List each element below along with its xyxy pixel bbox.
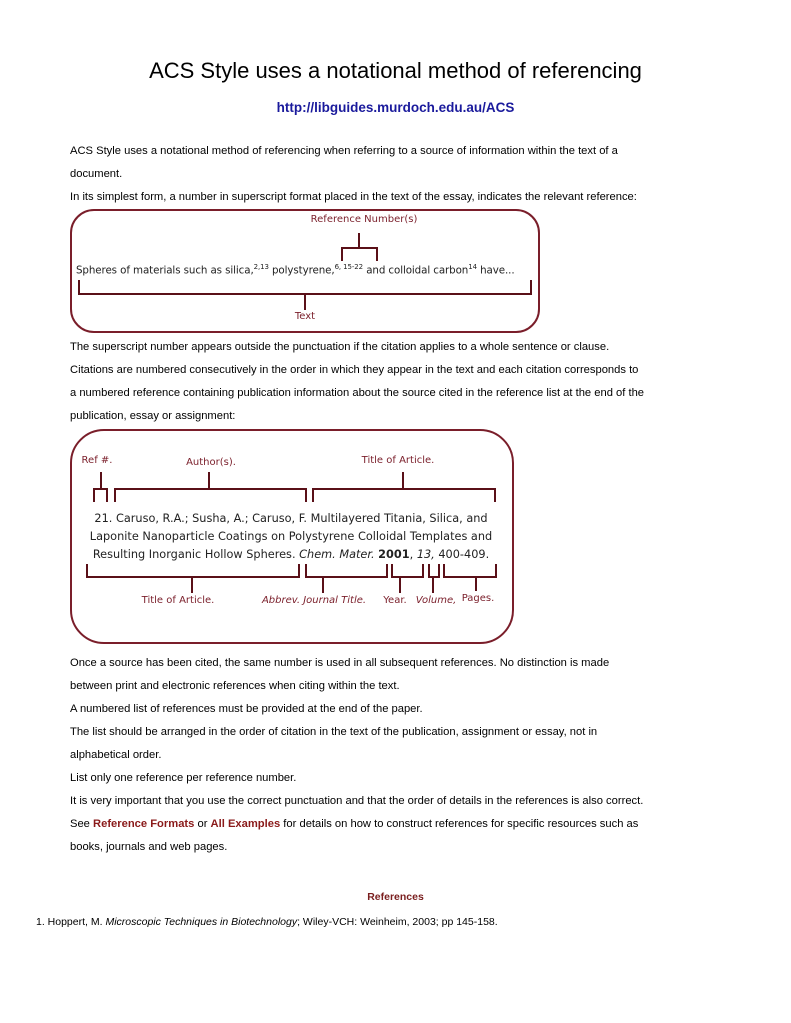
title-bracket-top bbox=[312, 488, 496, 502]
intro-paragraph bbox=[70, 140, 730, 209]
text-line: A numbered list of references must be provided at the end of the paper. bbox=[70, 703, 423, 715]
text-label: Text bbox=[294, 311, 316, 322]
bracket-stem bbox=[100, 472, 102, 488]
references-heading: References bbox=[367, 891, 424, 903]
page-title: ACS Style uses a notational method of referencing bbox=[149, 58, 642, 83]
year-label: Year. bbox=[383, 595, 407, 606]
text-line: See Reference Formats or All Examples for details on how to construct references for specific resources such as bbox=[70, 818, 639, 830]
volume-label: Volume, bbox=[415, 595, 457, 606]
bracket-stem bbox=[191, 577, 193, 593]
text-line: It is very important that you use the correct punctuation and that the order of details in the references is also correct. bbox=[70, 795, 644, 807]
text-line: Citations are numbered consecutively in the order in which they appear in the text and each citation corresponds to bbox=[70, 364, 639, 376]
text-line: document. bbox=[70, 168, 123, 180]
reference-number-bracket bbox=[341, 247, 378, 261]
pages-bracket bbox=[443, 564, 497, 578]
title-bracket-bottom bbox=[86, 564, 300, 578]
source-url[interactable]: http://libguides.murdoch.edu.au/ACS bbox=[276, 100, 515, 115]
ref-bracket bbox=[93, 488, 108, 502]
text-line: In its simplest form, a number in superscript format placed in the text of the essay, indicates the relevant reference: bbox=[70, 191, 637, 203]
author-bracket bbox=[114, 488, 307, 502]
text-line: The list should be arranged in the order of citation in the text of the publication, assignment or essay, not in bbox=[70, 726, 598, 738]
text-line: ACS Style uses a notational method of referencing when referring to a source of information within the text of a bbox=[70, 145, 618, 157]
text-line: Resulting Inorganic Hollow Spheres. Chem. Mater. 2001, 13, 400-409. bbox=[92, 548, 490, 561]
reference-item: 1. Hoppert, M. Microscopic Techniques in Biotechnology; Wiley-VCH: Weinheim, 2003; pp 145-158. bbox=[36, 916, 498, 928]
text-line: The superscript number appears outside the punctuation if the citation applies to a whole sentence or clause. bbox=[70, 341, 610, 353]
text-line: List only one reference per reference number. bbox=[70, 772, 297, 784]
text-bracket bbox=[78, 280, 532, 295]
text-line: books, journals and web pages. bbox=[70, 841, 228, 853]
bracket-stem bbox=[208, 472, 210, 488]
bracket-stem bbox=[399, 577, 401, 593]
example-sentence: Spheres of materials such as silica,$^{2,13}$ polystyrene,$^{6, 15-22}$ and colloidal carbon$^{14}$ have... bbox=[76, 263, 515, 277]
text-line: a numbered reference containing publication information about the source cited in the reference list at the end of the bbox=[70, 387, 645, 399]
text-line: 21. Caruso, R.A.; Susha, A.; Caruso, F. Multilayered Titania, Silica, and bbox=[94, 512, 488, 525]
bracket-stem bbox=[475, 577, 477, 591]
author-label: Author(s). bbox=[186, 457, 236, 468]
bracket-stem bbox=[304, 294, 306, 310]
journal-label: Abbrev. Journal Title. bbox=[261, 595, 367, 606]
bracket-stem bbox=[322, 577, 324, 593]
journal-bracket bbox=[305, 564, 388, 578]
text-line: alphabetical order. bbox=[70, 749, 162, 761]
volume-bracket bbox=[428, 564, 440, 578]
pages-label: Pages. bbox=[461, 593, 495, 604]
text-line: Laponite Nanoparticle Coatings on Polystyrene Colloidal Templates and bbox=[89, 530, 493, 543]
title-label-top: Title of Article. bbox=[361, 455, 435, 466]
title-label-bottom: Title of Article. bbox=[141, 595, 215, 606]
text-line: between print and electronic references when citing within the text. bbox=[70, 680, 400, 692]
all-examples-link[interactable]: All Examples bbox=[210, 818, 281, 830]
example-reference bbox=[60, 510, 522, 564]
reference-number-label: Reference Number(s) bbox=[310, 214, 418, 225]
reference-formats-link[interactable]: Reference Formats bbox=[93, 818, 195, 830]
bracket-stem bbox=[402, 472, 404, 488]
bracket-stem bbox=[358, 233, 360, 248]
after-paragraph bbox=[70, 652, 730, 859]
text-line: publication, essay or assignment: bbox=[70, 410, 236, 422]
ref-number-label: Ref #. bbox=[81, 455, 113, 466]
middle-paragraph bbox=[70, 336, 730, 428]
text-line: Once a source has been cited, the same number is used in all subsequent references. No distinction is made bbox=[70, 657, 610, 669]
year-bracket bbox=[391, 564, 424, 578]
bracket-stem bbox=[432, 577, 434, 593]
